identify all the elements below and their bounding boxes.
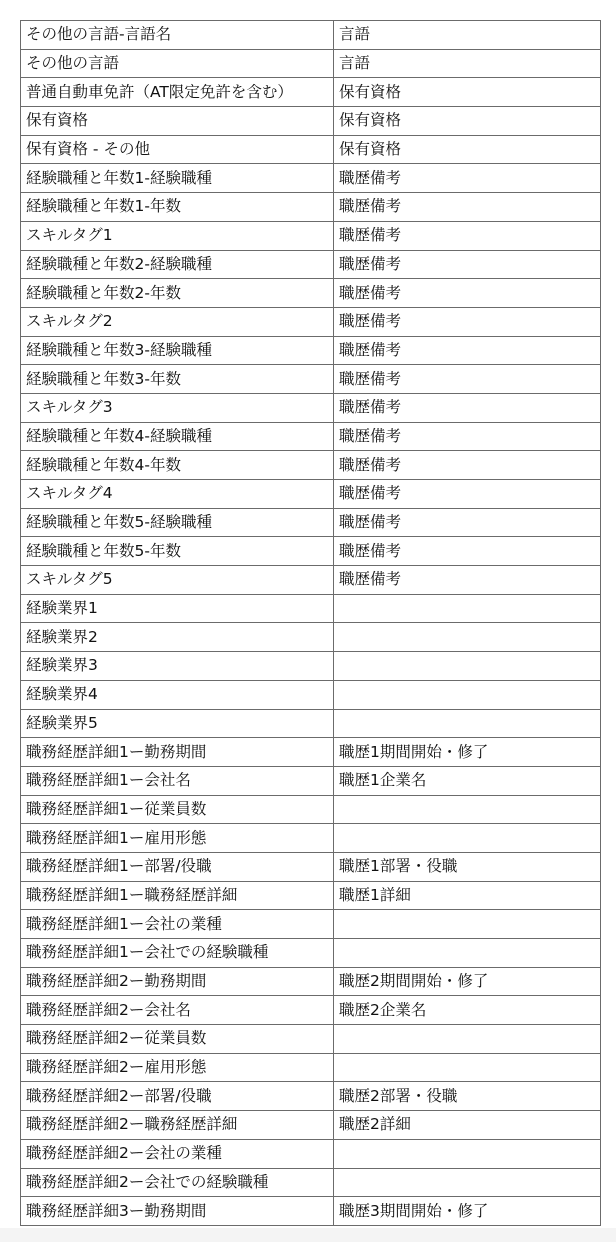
category-cell: 保有資格: [334, 135, 601, 164]
table-row: [21, 307, 601, 336]
category-cell: [334, 680, 601, 709]
table-row: [21, 996, 601, 1025]
field-name-cell: 職務経歴詳細1ー職務経歴詳細: [21, 881, 334, 910]
field-name-cell: 経験業界2: [21, 623, 334, 652]
table-row: [21, 967, 601, 996]
table-row: [21, 824, 601, 853]
category-cell: 職歴2期間開始・修了: [334, 967, 601, 996]
field-name-cell: 経験業界3: [21, 652, 334, 681]
field-mapping-table-container: [20, 20, 600, 1226]
category-cell: 職歴備考: [334, 393, 601, 422]
field-name-cell: 職務経歴詳細1ー雇用形態: [21, 824, 334, 853]
field-name-cell: スキルタグ4: [21, 480, 334, 509]
category-cell: [334, 623, 601, 652]
table-row: [21, 164, 601, 193]
table-row: [21, 566, 601, 595]
field-name-cell: 経験職種と年数4-年数: [21, 451, 334, 480]
category-cell: 職歴備考: [334, 164, 601, 193]
category-cell: 保有資格: [334, 78, 601, 107]
table-row: [21, 422, 601, 451]
table-row: [21, 1082, 601, 1111]
field-name-cell: 経験職種と年数3-経験職種: [21, 336, 334, 365]
field-name-cell: 普通自動車免許（AT限定免許を含む）: [21, 78, 334, 107]
field-name-cell: 職務経歴詳細1ー会社名: [21, 766, 334, 795]
field-name-cell: 経験職種と年数2-経験職種: [21, 250, 334, 279]
field-name-cell: 保有資格 - その他: [21, 135, 334, 164]
category-cell: [334, 939, 601, 968]
table-row: [21, 939, 601, 968]
field-name-cell: 経験職種と年数5-経験職種: [21, 508, 334, 537]
category-cell: 職歴3期間開始・修了: [334, 1197, 601, 1226]
category-cell: 職歴備考: [334, 221, 601, 250]
category-cell: 職歴備考: [334, 365, 601, 394]
table-row: [21, 508, 601, 537]
table-row: [21, 336, 601, 365]
table-row: [21, 766, 601, 795]
field-name-cell: 経験職種と年数4-経験職種: [21, 422, 334, 451]
table-row: [21, 49, 601, 78]
field-name-cell: 職務経歴詳細1ー従業員数: [21, 795, 334, 824]
field-name-cell: 職務経歴詳細2ー会社の業種: [21, 1139, 334, 1168]
table-row: [21, 107, 601, 136]
category-cell: 職歴1企業名: [334, 766, 601, 795]
table-row: [21, 135, 601, 164]
category-cell: 職歴1部署・役職: [334, 852, 601, 881]
category-cell: 言語: [334, 21, 601, 50]
table-row: [21, 279, 601, 308]
field-name-cell: スキルタグ1: [21, 221, 334, 250]
category-cell: 職歴1期間開始・修了: [334, 738, 601, 767]
category-cell: 職歴備考: [334, 336, 601, 365]
table-row: [21, 1197, 601, 1226]
field-name-cell: 職務経歴詳細2ー部署/役職: [21, 1082, 334, 1111]
category-cell: 言語: [334, 49, 601, 78]
category-cell: 職歴備考: [334, 537, 601, 566]
field-name-cell: その他の言語: [21, 49, 334, 78]
field-name-cell: 職務経歴詳細1ー会社の業種: [21, 910, 334, 939]
category-cell: 保有資格: [334, 107, 601, 136]
category-cell: 職歴備考: [334, 508, 601, 537]
table-row: [21, 709, 601, 738]
field-name-cell: 職務経歴詳細3ー勤務期間: [21, 1197, 334, 1226]
field-name-cell: 職務経歴詳細1ー部署/役職: [21, 852, 334, 881]
table-row: [21, 623, 601, 652]
table-row: [21, 537, 601, 566]
field-name-cell: 職務経歴詳細2ー職務経歴詳細: [21, 1111, 334, 1140]
table-row: [21, 1111, 601, 1140]
category-cell: [334, 1168, 601, 1197]
field-name-cell: 経験職種と年数2-年数: [21, 279, 334, 308]
table-row: [21, 21, 601, 50]
category-cell: 職歴2部署・役職: [334, 1082, 601, 1111]
field-name-cell: 経験職種と年数1-年数: [21, 193, 334, 222]
field-name-cell: 職務経歴詳細2ー従業員数: [21, 1025, 334, 1054]
category-cell: [334, 1139, 601, 1168]
category-cell: 職歴備考: [334, 480, 601, 509]
field-mapping-table: [20, 20, 601, 1226]
category-cell: 職歴備考: [334, 193, 601, 222]
table-row: [21, 881, 601, 910]
table-row: [21, 451, 601, 480]
table-row: [21, 652, 601, 681]
category-cell: 職歴備考: [334, 307, 601, 336]
table-row: [21, 221, 601, 250]
category-cell: 職歴備考: [334, 250, 601, 279]
field-name-cell: 経験業界1: [21, 594, 334, 623]
field-name-cell: 職務経歴詳細2ー雇用形態: [21, 1053, 334, 1082]
table-row: [21, 594, 601, 623]
table-row: [21, 78, 601, 107]
field-name-cell: 職務経歴詳細2ー会社名: [21, 996, 334, 1025]
category-cell: [334, 1025, 601, 1054]
table-row: [21, 1025, 601, 1054]
table-row: [21, 480, 601, 509]
field-name-cell: 職務経歴詳細2ー勤務期間: [21, 967, 334, 996]
table-row: [21, 250, 601, 279]
table-row: [21, 193, 601, 222]
field-name-cell: スキルタグ5: [21, 566, 334, 595]
category-cell: [334, 824, 601, 853]
table-row: [21, 1053, 601, 1082]
field-name-cell: 職務経歴詳細1ー会社での経験職種: [21, 939, 334, 968]
category-cell: [334, 910, 601, 939]
category-cell: 職歴備考: [334, 279, 601, 308]
table-row: [21, 1168, 601, 1197]
table-row: [21, 393, 601, 422]
field-name-cell: 経験職種と年数1-経験職種: [21, 164, 334, 193]
category-cell: 職歴備考: [334, 451, 601, 480]
category-cell: [334, 652, 601, 681]
table-row: [21, 365, 601, 394]
field-name-cell: スキルタグ2: [21, 307, 334, 336]
table-body: [21, 21, 601, 1226]
field-name-cell: スキルタグ3: [21, 393, 334, 422]
category-cell: 職歴備考: [334, 566, 601, 595]
table-row: [21, 910, 601, 939]
category-cell: [334, 709, 601, 738]
field-name-cell: 職務経歴詳細2ー会社での経験職種: [21, 1168, 334, 1197]
category-cell: 職歴1詳細: [334, 881, 601, 910]
category-cell: 職歴2企業名: [334, 996, 601, 1025]
field-name-cell: その他の言語-言語名: [21, 21, 334, 50]
field-name-cell: 職務経歴詳細1ー勤務期間: [21, 738, 334, 767]
category-cell: [334, 594, 601, 623]
field-name-cell: 経験職種と年数3-年数: [21, 365, 334, 394]
table-row: [21, 795, 601, 824]
table-row: [21, 680, 601, 709]
field-name-cell: 経験職種と年数5-年数: [21, 537, 334, 566]
field-name-cell: 経験業界5: [21, 709, 334, 738]
field-name-cell: 保有資格: [21, 107, 334, 136]
table-row: [21, 738, 601, 767]
category-cell: 職歴2詳細: [334, 1111, 601, 1140]
category-cell: [334, 795, 601, 824]
category-cell: [334, 1053, 601, 1082]
table-row: [21, 1139, 601, 1168]
category-cell: 職歴備考: [334, 422, 601, 451]
field-name-cell: 経験業界4: [21, 680, 334, 709]
table-row: [21, 852, 601, 881]
bottom-strip: [0, 1228, 616, 1242]
